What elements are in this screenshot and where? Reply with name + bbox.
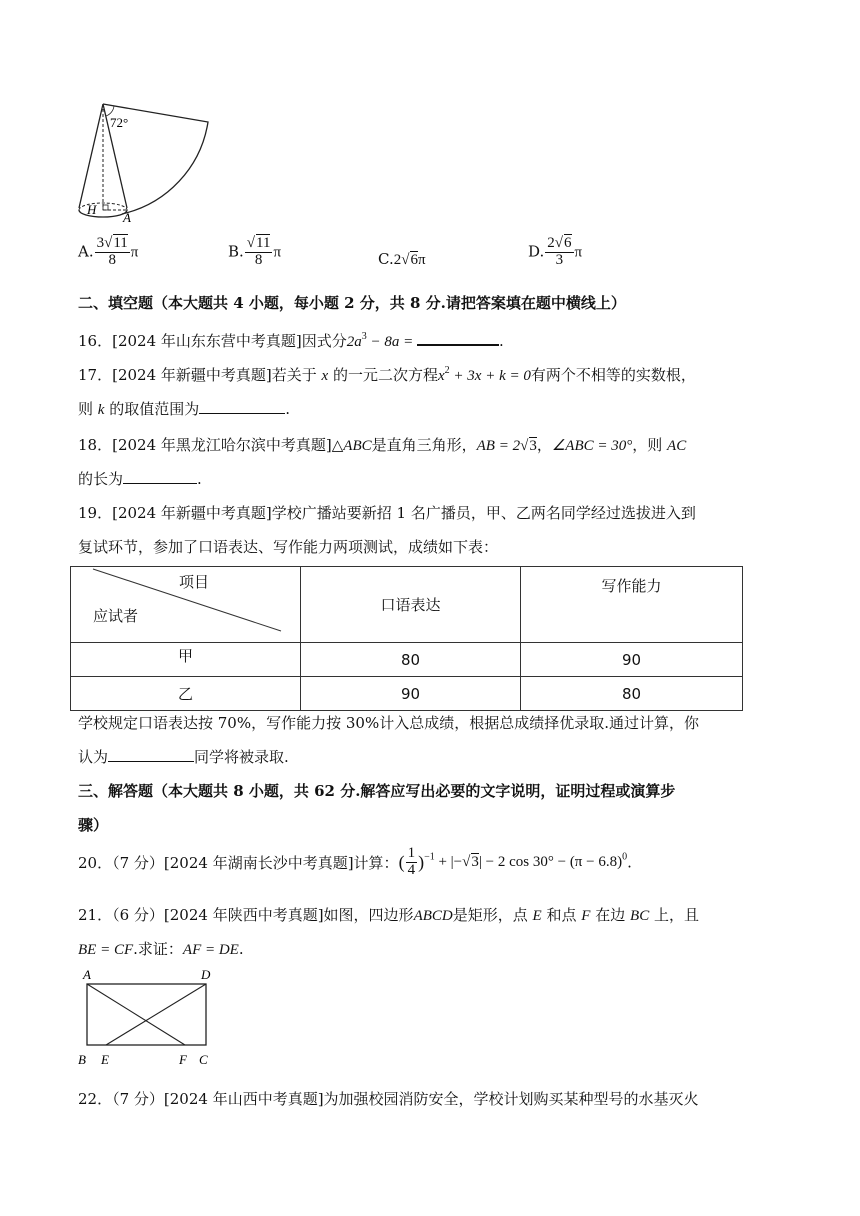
q15-option-c: C.2√6π bbox=[378, 250, 426, 268]
section3-heading-line1: 三、解答题（本大题共 8 小题，共 62 分.解答应写出必要的文字说明，证明过程或演算步 bbox=[78, 782, 676, 800]
fraction: $\frac{2√6}{3}$ bbox=[547, 235, 572, 268]
question-19-after1: 学校规定口语表达按 70%，写作能力按 30%计入总成绩，根据总成绩择优录取.通过计算，你 bbox=[78, 714, 699, 732]
question-21-line2: BE = CF.求证：AF = DE. bbox=[78, 940, 244, 958]
label-B: B bbox=[78, 1052, 86, 1067]
question-20: 20．（7 分）[2024 年湖南长沙中考真题]计算：( $\frac{1}{4}$ )$^{-1}$ + |−√3| − 2 $\cos 30^\circ - (\pi - 6.8)^0$. bbox=[78, 845, 632, 878]
table-row bbox=[71, 643, 743, 677]
question-19-line1: 19．[2024 年新疆中考真题]学校广播站要新招 1 名广播员，甲、乙两名同学经过选拔进入到 bbox=[78, 504, 696, 522]
answer-blank[interactable] bbox=[108, 747, 194, 762]
answer-blank[interactable] bbox=[417, 330, 499, 346]
row-writing: 90 bbox=[521, 643, 743, 677]
answer-blank[interactable] bbox=[199, 399, 285, 414]
score-table bbox=[70, 566, 743, 711]
q15-option-b: B. $\frac{√11}{8}$ π bbox=[228, 235, 282, 268]
question-22: 22．（7 分）[2024 年山西中考真题]为加强校园消防安全，学校计划购买某种型号的水基灭火 bbox=[78, 1090, 699, 1108]
header-diagonal-cell bbox=[71, 567, 301, 643]
fraction: $\frac{1}{4}$ bbox=[407, 845, 416, 878]
label-A: A bbox=[83, 967, 91, 982]
cone-sector-figure bbox=[70, 96, 220, 226]
row-name: 甲 bbox=[71, 643, 301, 677]
label-F: F bbox=[179, 1052, 187, 1067]
section2-heading: 二、填空题（本大题共 4 小题，每小题 2 分，共 8 分.请把答案填在题中横线上） bbox=[78, 294, 626, 312]
label-C: C bbox=[199, 1052, 208, 1067]
question-16: 16．[2024 年山东东营中考真题]因式分$2a^3 - 8a$ = . bbox=[78, 331, 504, 350]
label-A: A bbox=[123, 210, 131, 225]
row-writing: 80 bbox=[521, 677, 743, 711]
answer-blank[interactable] bbox=[123, 469, 197, 484]
question-19-after2: 认为 同学将被录取. bbox=[78, 748, 289, 766]
header-oral: 口语表达 bbox=[301, 567, 521, 643]
question-18-line2: 的长为 . bbox=[78, 470, 202, 488]
label-E: E bbox=[101, 1052, 109, 1067]
fraction: $\frac{√11}{8}$ bbox=[246, 235, 271, 268]
header-item: 项目 bbox=[179, 573, 210, 591]
question-17-line1: 17．[2024 年新疆中考真题]若关于 x 的一元二次方程$x^2 + 3x + k = 0$有两个不相等的实数根， bbox=[78, 365, 696, 384]
q15-option-d: D. $\frac{2√6}{3}$ π bbox=[528, 235, 583, 268]
question-18-line1: 18．[2024 年黑龙江哈尔滨中考真题]△ABC是直角三角形，AB = 2√3，∠ABC = 30°，则 AC bbox=[78, 436, 687, 454]
question-19-line2: 复试环节，参加了口语表达、写作能力两项测试，成绩如下表： bbox=[78, 538, 499, 556]
label-H: H bbox=[87, 202, 97, 217]
angle-label: 72° bbox=[110, 115, 129, 130]
label-D: D bbox=[201, 967, 211, 982]
row-oral: 90 bbox=[301, 677, 521, 711]
row-name: 乙 bbox=[71, 677, 301, 711]
question-21-line1: 21．（6 分）[2024 年陕西中考真题]如图，四边形ABCD是矩形，点 E 和点 F 在边 BC 上，且 bbox=[78, 906, 699, 924]
rectangle-figure bbox=[74, 966, 224, 1070]
section3-heading-line2: 骤） bbox=[78, 816, 109, 834]
row-oral: 80 bbox=[301, 643, 521, 677]
q15-option-a: A. $\frac{3√11}{8}$ π bbox=[78, 235, 139, 268]
header-writing: 写作能力 bbox=[521, 567, 743, 643]
header-person: 应试者 bbox=[93, 607, 139, 625]
table-row bbox=[71, 677, 743, 711]
fraction: $\frac{3√11}{8}$ bbox=[96, 235, 128, 268]
question-17-line2: 则 k 的取值范围为 . bbox=[78, 400, 291, 418]
